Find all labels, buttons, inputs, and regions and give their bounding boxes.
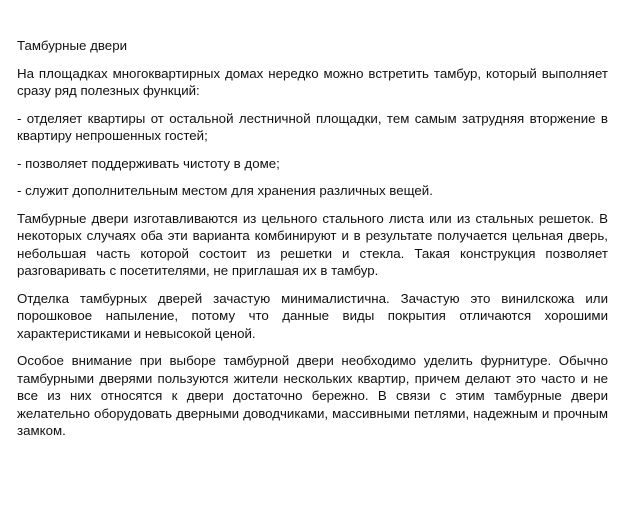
article-title: Тамбурные двери	[17, 38, 128, 53]
list-item-storage: - служит дополнительным местом для хранения различных вещей.	[17, 183, 433, 198]
intro-paragraph: На площадках многоквартирных домах нередко можно встретить тамбур, который выполняет сразу ряд полезных функций:	[17, 65, 608, 98]
finishing-paragraph: Отделка тамбурных дверей зачастую минималистична. Зачастую это винилскожа или порошковое напыление, потому что данные виды покрытия отличаются хорошими характеристиками и невысокой ценой.	[17, 290, 608, 341]
materials-paragraph: Тамбурные двери изготавливаются из цельного стального листа или из стальных решеток. В некоторых случаях оба эти варианта комбинируют и в результате получается цельная дверь, небольшая часть которой состоит из решетки и стекла. Такая конструкция позволяет разговаривать с посетителями, не приглашая их в тамбур.	[17, 210, 608, 278]
article	[17, 37, 608, 450]
hardware-paragraph: Особое внимание при выборе тамбурной двери необходимо уделить фурнитуре. Обычно тамбурными дверями пользуются жители нескольких квартир, причем делают это часто и не все из них относятся к двери достаточно бережно. В связи с этим тамбурные двери желательно оборудовать дверными доводчиками, массивными петлями, надежным и прочным замком.	[17, 353, 608, 438]
list-item-separation: - отделяет квартиры от остальной лестничной площадки, тем самым затрудняя вторжение в квартиру непрошенных гостей;	[17, 110, 608, 143]
list-item-cleanliness: - позволяет поддерживать чистоту в доме;	[17, 155, 280, 171]
